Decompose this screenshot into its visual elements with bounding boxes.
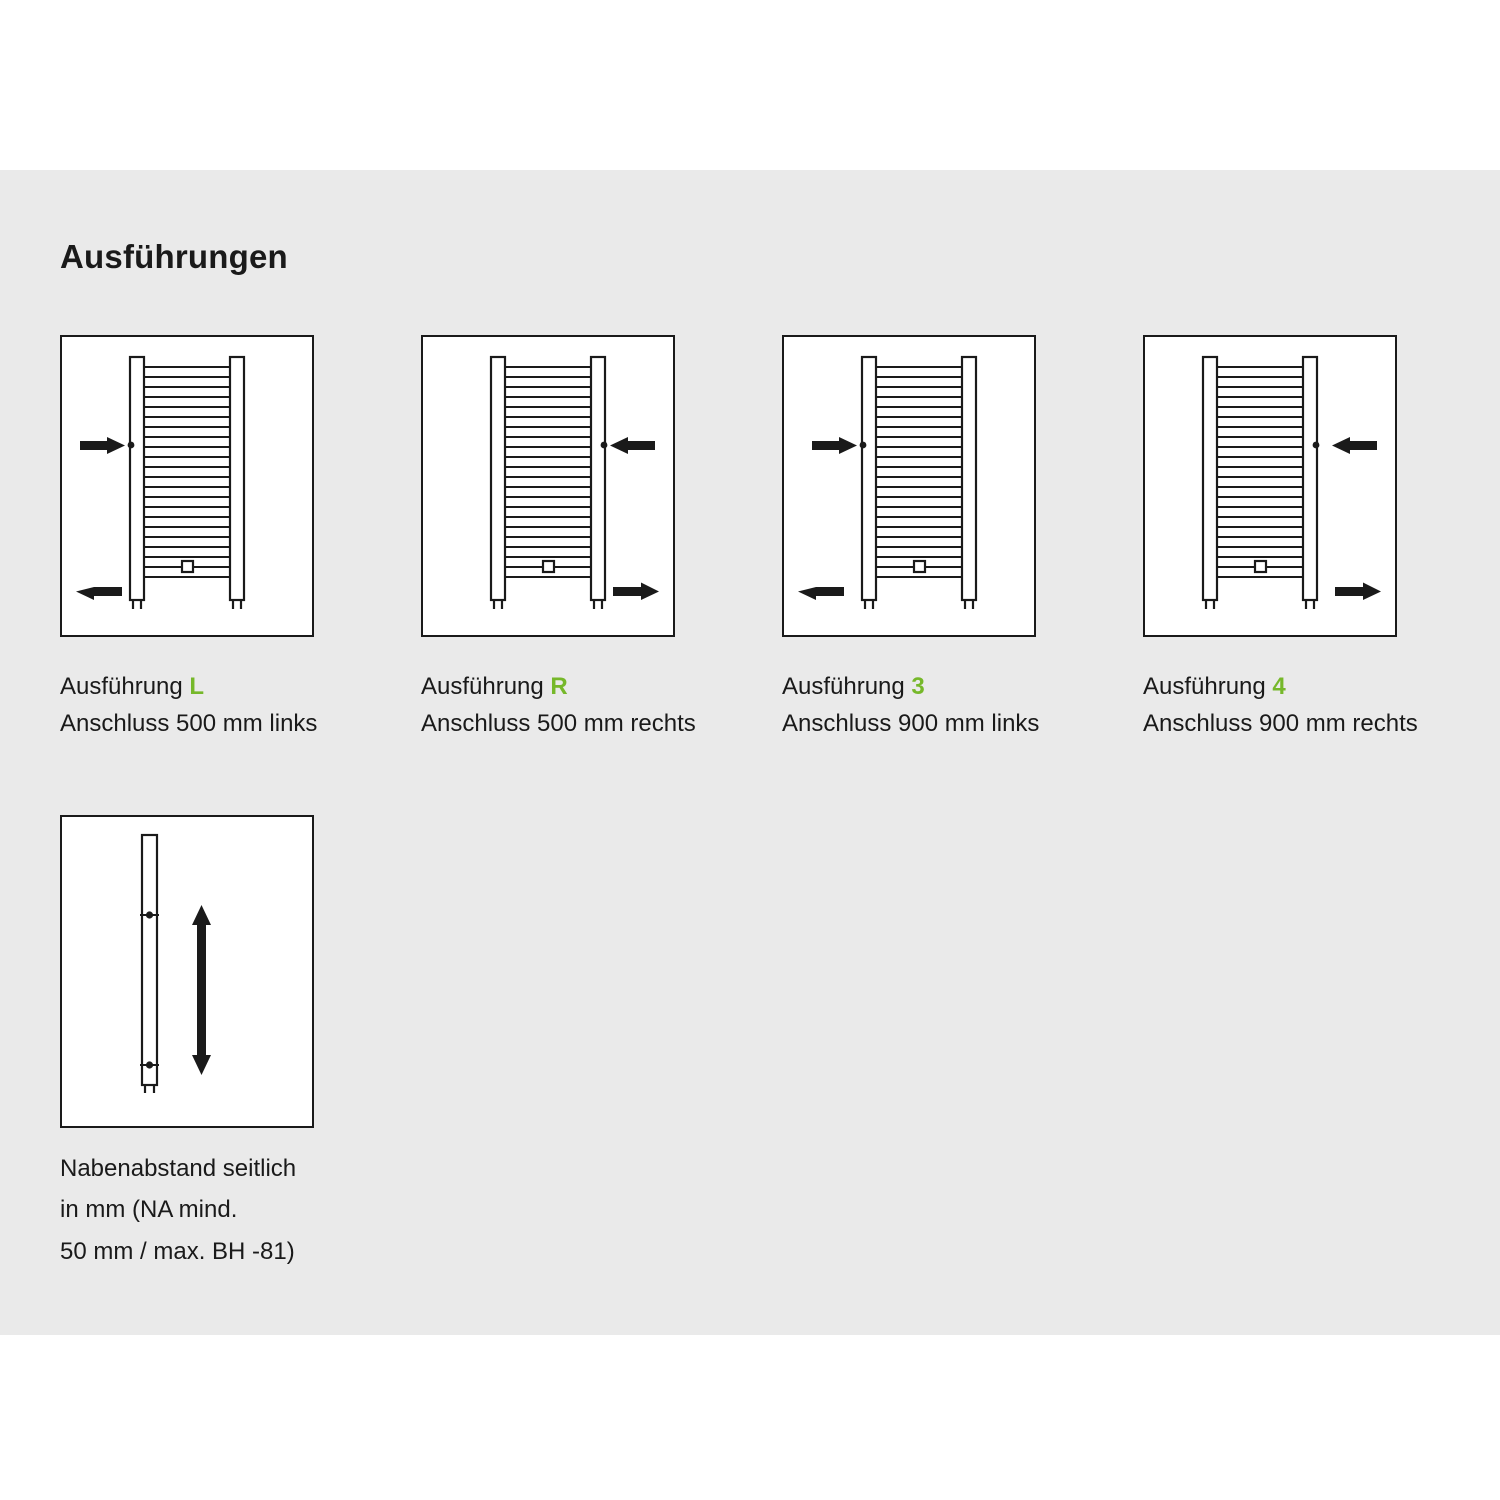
variant-code-3: 3 <box>911 673 925 700</box>
radiator-diagram-4 <box>1145 337 1395 635</box>
radiator-diagram-r <box>423 337 673 635</box>
variant-label-prefix-4: Ausführung <box>1143 673 1273 700</box>
hub-distance-diagram <box>62 817 312 1126</box>
variant-code-r: R <box>550 673 568 700</box>
hub-distance-line-2: in mm (NA mind. <box>60 1196 238 1224</box>
variant-card-4 <box>1143 335 1397 637</box>
variant-label-prefix-3: Ausführung <box>782 673 912 700</box>
page-title: Ausführungen <box>60 238 288 275</box>
variant-caption-l <box>60 668 390 742</box>
radiator-diagram-3 <box>784 337 1034 635</box>
variant-description-3: Anschluss 900 mm links <box>782 710 1040 738</box>
variant-code-4: 4 <box>1272 673 1286 700</box>
hub-distance-caption <box>60 1148 460 1272</box>
variant-description-4: Anschluss 900 mm rechts <box>1143 710 1418 738</box>
variant-card-l <box>60 335 314 637</box>
variant-card-row <box>60 335 1450 645</box>
variant-code-l: L <box>189 673 205 700</box>
radiator-diagram-l <box>62 337 312 635</box>
variant-label-prefix-l: Ausführung <box>60 673 190 700</box>
variant-card-3 <box>782 335 1036 637</box>
variant-caption-r <box>421 668 751 742</box>
variant-card-r <box>421 335 675 637</box>
variant-description-l: Anschluss 500 mm links <box>60 710 318 738</box>
variant-label-prefix-r: Ausführung <box>421 673 551 700</box>
variant-description-r: Anschluss 500 mm rechts <box>421 710 696 738</box>
hub-distance-line-3: 50 mm / max. BH -81) <box>60 1237 295 1265</box>
variant-caption-3 <box>782 668 1112 742</box>
hub-distance-card <box>60 815 314 1128</box>
variant-caption-4 <box>1143 668 1473 742</box>
hub-distance-line-1: Nabenabstand seitlich <box>60 1155 297 1182</box>
